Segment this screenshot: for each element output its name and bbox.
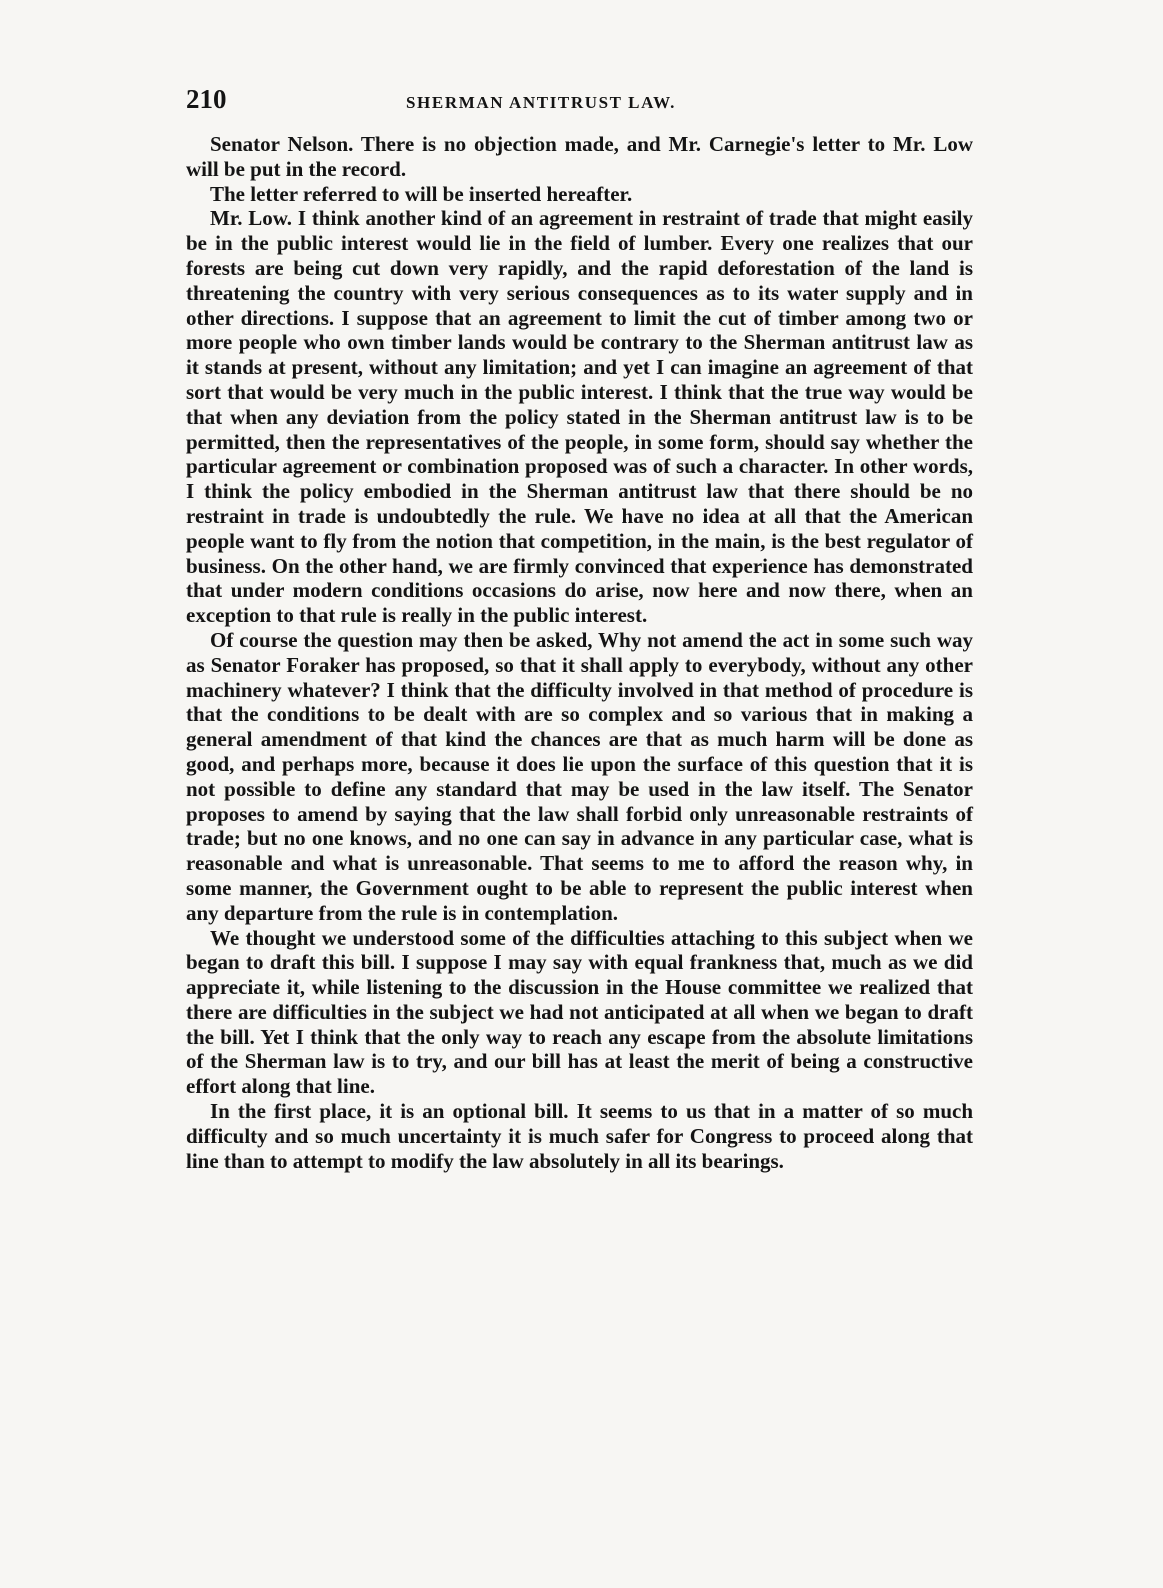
paragraph-optional-bill: In the first place, it is an optional bill. It seems to us that in a matter of so much difficulty and so much uncertainty it is much safer for Congress to proceed along that line than to attempt to modify the law absolutely in all its bearings.	[186, 1099, 973, 1173]
page-header	[186, 84, 973, 118]
page-number: 210	[186, 84, 227, 114]
running-title: SHERMAN ANTITRUST LAW.	[406, 93, 676, 112]
paragraph-mr-low-lumber: Mr. Low. I think another kind of an agreement in restraint of trade that might easily be in the public interest would lie in the field of lumber. Every one realizes that our forests are being cut down very rapidly, and the rapid deforestation of the land is threatening the country with very serious consequences as to its water supply and in other directions. I suppose that an agreement to limit the cut of timber among two or more people who own timber lands would be contrary to the Sherman antitrust law as it stands at present, without any limitation; and yet I can imagine an agreement of that sort that would be very much in the public interest. I think that the true way would be that when any deviation from the policy stated in the Sherman antitrust law is to be permitted, then the representatives of the people, in some form, should say whether the particular agreement or combination proposed was of such a character. In other words, I think the policy embodied in the Sherman antitrust law that there should be no restraint in trade is undoubtedly the rule. We have no idea at all that the American people want to fly from the notion that competition, in the main, is the best regulator of business. On the other hand, we are firmly convinced that experience has demonstrated that under modern conditions occasions do arise, now here and now there, when an exception to that rule is really in the public interest.	[186, 206, 973, 628]
paragraph-difficulties: We thought we understood some of the difficulties attaching to this subject when we began to draft this bill. I suppose I may say with equal frankness that, much as we did appreciate it, while listening to the discussion in the House committee we realized that there are difficulties in the subject we had not anticipated at all when we began to draft the bill. Yet I think that the only way to reach any escape from the absolute limitations of the Sherman law is to try, and our bill has at least the merit of being a constructive effort along that line.	[186, 925, 973, 1099]
paragraph-editorial-note: The letter referred to will be inserted hereafter.	[210, 181, 633, 206]
body-text	[186, 132, 973, 1173]
paragraph-senator-nelson: Senator Nelson. There is no objection made, and Mr. Carnegie's letter to Mr. Low will be put in the record.	[186, 132, 973, 181]
paragraph-amend-the-act: Of course the question may then be asked, Why not amend the act in some such way as Senator Foraker has proposed, so that it shall apply to everybody, without any other machinery whatever? I think that the difficulty involved in that method of procedure is that the conditions to be dealt with are so complex and so various that in making a general amendment of that kind the chances are that as much harm will be done as good, and perhaps more, because it does lie upon the surface of this question that it is not possible to define any standard that may be used in the law itself. The Senator proposes to amend by saying that the law shall forbid only unreasonable restraints of trade; but no one knows, and no one can say in advance in any particular case, what is reasonable and what is unreasonable. That seems to me to afford the reason why, in some manner, the Government ought to be able to represent the public interest when any departure from the rule is in contemplation.	[186, 627, 973, 925]
